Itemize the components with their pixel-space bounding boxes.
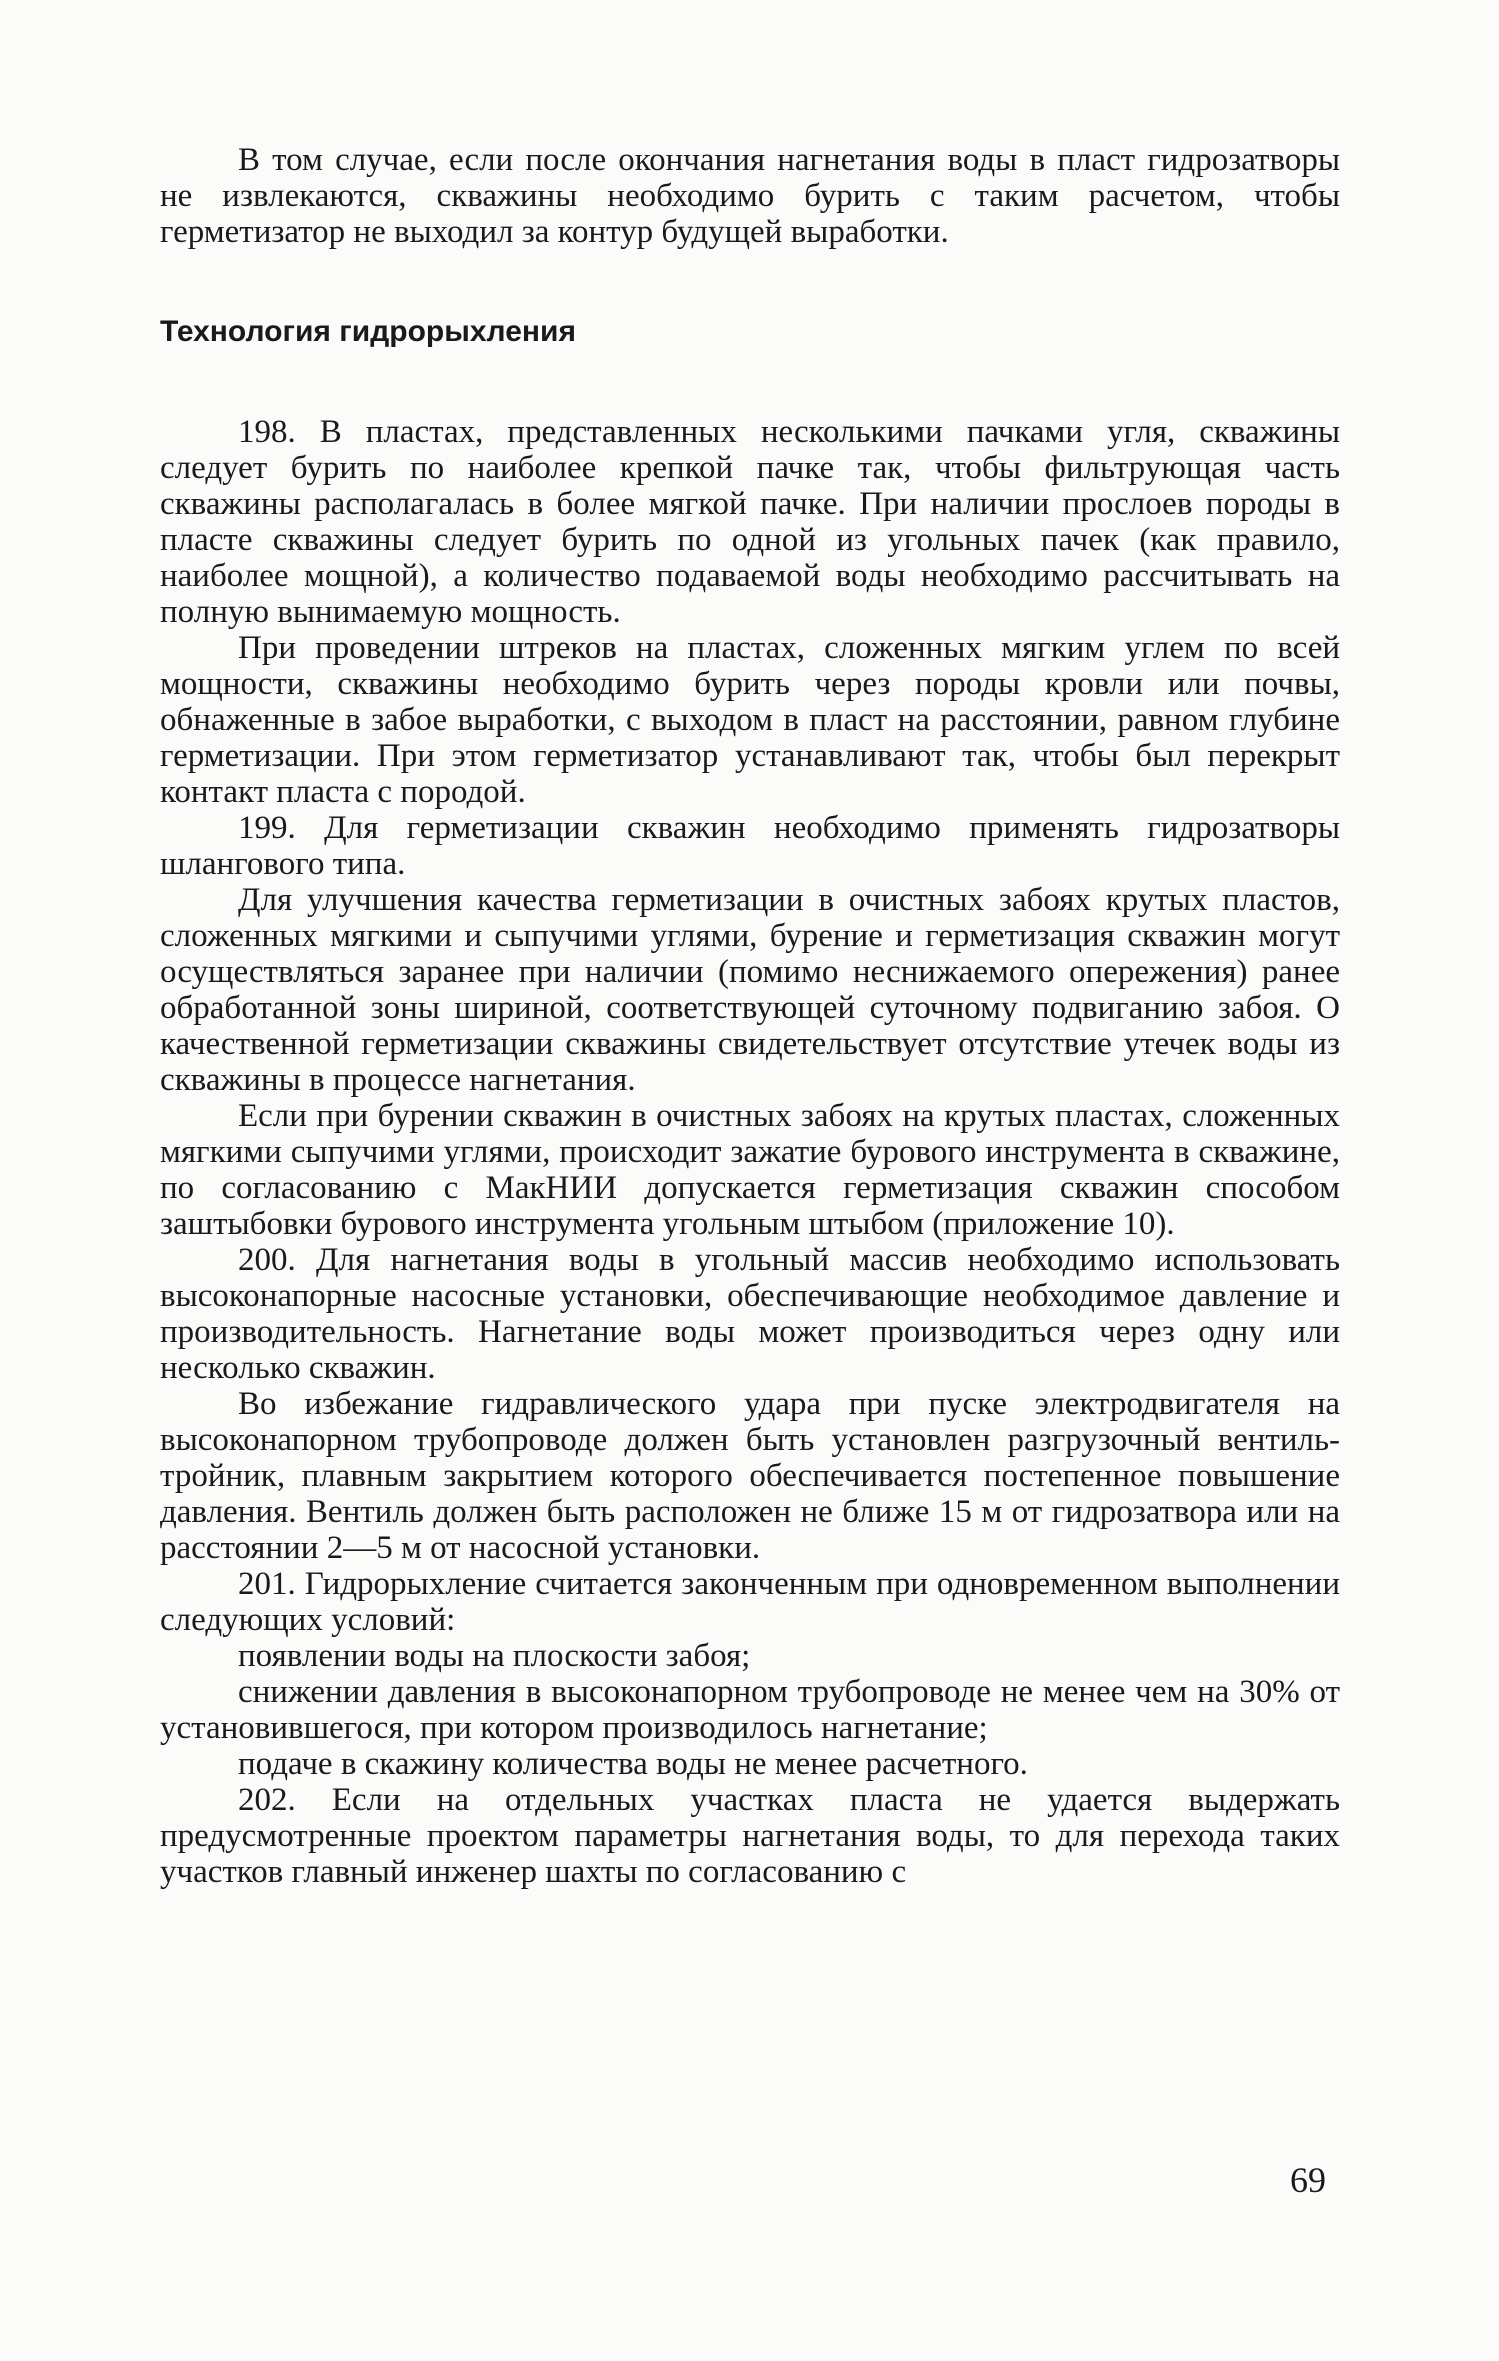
paragraph-hydraulic-shock: Во избежание гидравлического удара при пуске электродвигателя на высоконапорном трубопроводе должен быть установлен разгрузочный вентиль-тройник, плавным закрытием которого обеспечивается постепенное повышение давления. Вентиль должен быть расположен не ближе 15 м от гидрозатвора или на расстоянии 2—5 м от насосной установки. [160,1386,1340,1566]
paragraph-198: 198. В пластах, представленных несколькими пачками угля, скважины следует бурить по наиболее крепкой пачке так, чтобы фильтрующая часть скважины располагалась в более мягкой пачке. При наличии прослоев породы в пласте скважины следует бурить по одной из угольных пачек (как правило, наиболее мощной), а количество подаваемой воды необходимо рассчитывать на полную вынимаемую мощность. [160,414,1340,630]
intro-paragraph: В том случае, если после окончания нагнетания воды в пласт гидрозатворы не извлекаются, скважины необходимо бурить с таким расчетом, чтобы герметизатор не выходил за контур будущей выработки. [160,142,1340,250]
condition-item: появлении воды на плоскости забоя; [238,1638,751,1674]
paragraph-202: 202. Если на отдельных участках пласта не удается выдержать предусмотренные проектом параметры нагнетания воды, то для перехода таких участков главный инженер шахты по согласованию с [160,1782,1340,1890]
paragraph-drifts: При проведении штреков на пластах, сложенных мягким углем по всей мощности, скважины необходимо бурить через породы кровли или почвы, обнаженные в забое выработки, с выходом в пласт на расстоянии, равном глубине герметизации. При этом герметизатор устанавливают так, чтобы был перекрыт контакт пласта с породой. [160,630,1340,810]
section-heading: Технология гидрорыхления [160,315,576,348]
page-number: 69 [1290,2160,1326,2200]
paragraph-200: 200. Для нагнетания воды в угольный массив необходимо использовать высоконапорные насосные установки, обеспечивающие необходимое давление и производительность. Нагнетание воды может производиться через одну или несколько скважин. [160,1242,1340,1386]
condition-item: снижении давления в высоконапорном трубопроводе не менее чем на 30% от установившегося, при котором производилось нагнетание; [160,1674,1340,1746]
text-column [160,142,1340,1890]
paragraph-drilling-clamp: Если при бурении скважин в очистных забоях на крутых пластах, сложенных мягкими сыпучими углями, происходит зажатие бурового инструмента в скважине, по согласованию с МакНИИ допускается герметизация скважин способом заштыбовки бурового инструмента угольным штыбом (приложение 10). [160,1098,1340,1242]
paragraph-199: 199. Для герметизации скважин необходимо применять гидрозатворы шлангового типа. [160,810,1340,882]
condition-item: подаче в скажину количества воды не менее расчетного. [238,1746,1028,1782]
paragraph-201: 201. Гидрорыхление считается законченным при одновременном выполнении следующих условий: [160,1566,1340,1638]
paragraph-sealing-quality: Для улучшения качества герметизации в очистных забоях крутых пластов, сложенных мягкими и сыпучими углями, бурение и герметизация скважин могут осуществляться заранее при наличии (помимо неснижаемого опережения) ранее обработанной зоны шириной, соответствующей суточному подвиганию забоя. О качественной герметизации скважины свидетельствует отсутствие утечек воды из скважины в процессе нагнетания. [160,882,1340,1098]
